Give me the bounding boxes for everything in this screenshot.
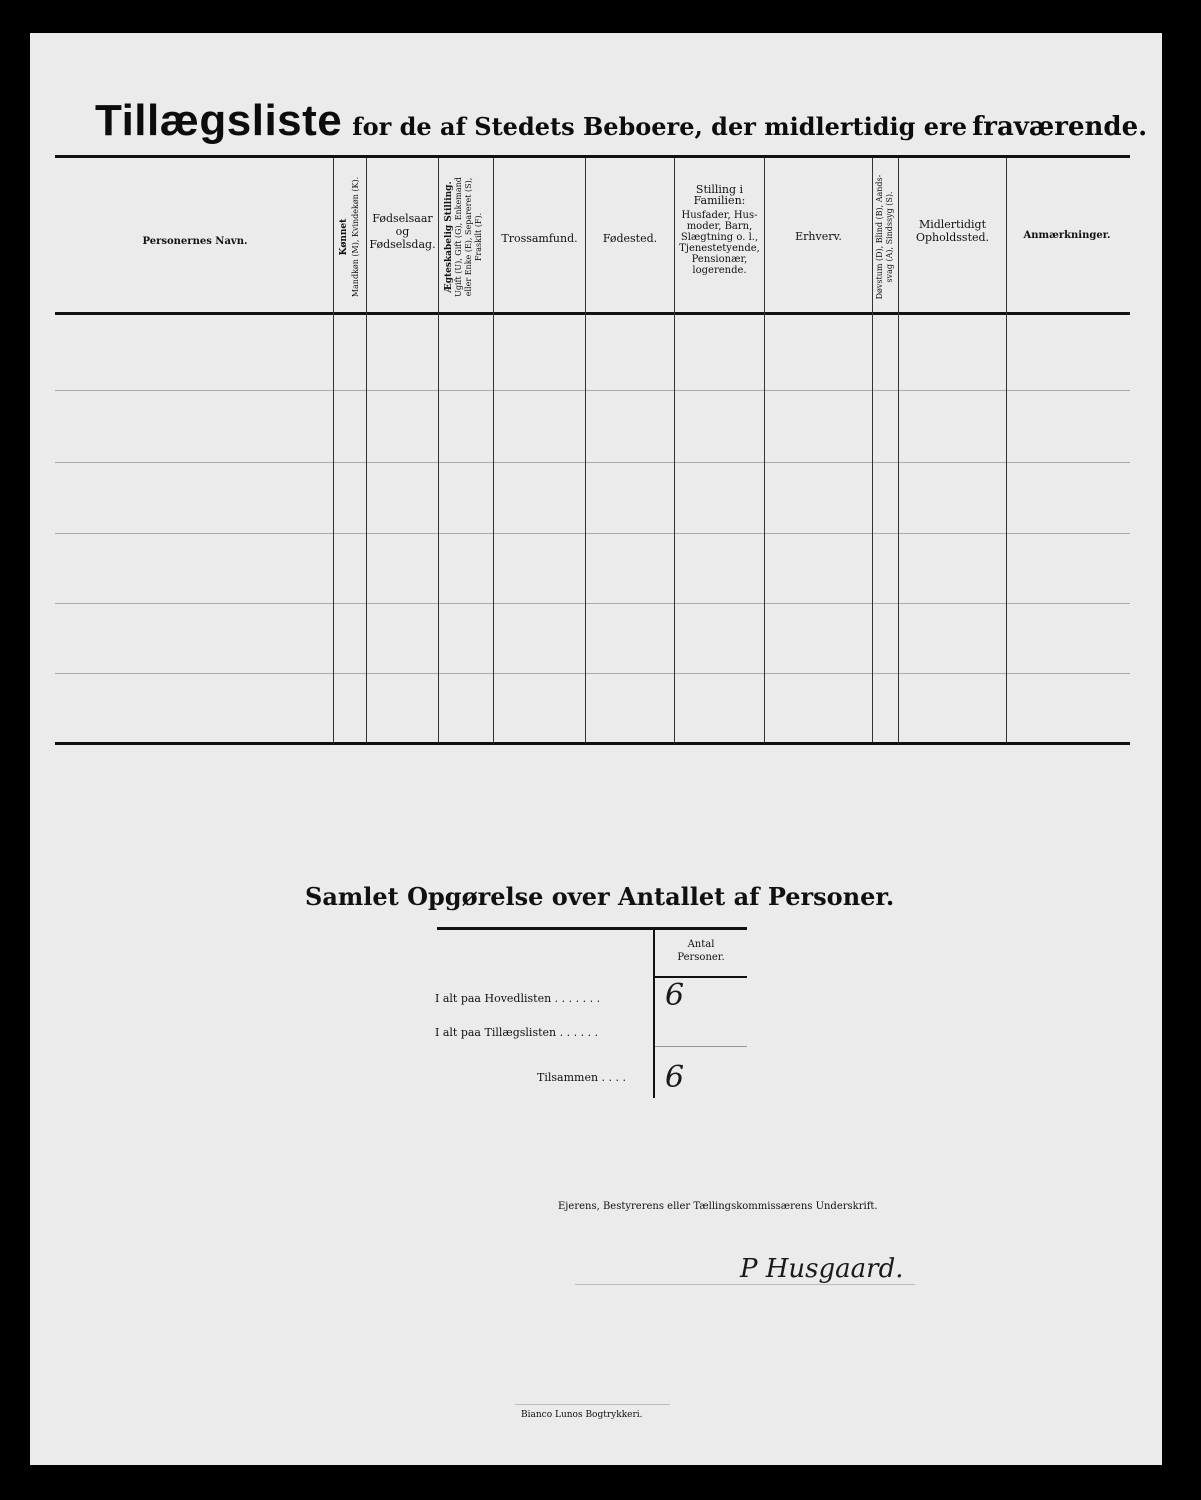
header-name: Personernes Navn. [142, 236, 248, 247]
column-divider [333, 158, 334, 742]
summary-value-main-list: 6 [665, 978, 685, 1013]
summary-total-rule [655, 1046, 747, 1047]
header-marital-l4: Fraskilt (F). [474, 212, 483, 262]
column-divider [872, 158, 873, 742]
summary-value-total: 6 [665, 1060, 685, 1095]
column-divider [764, 158, 765, 742]
header-occupation: Erhverv. [795, 230, 842, 243]
column-divider [585, 158, 586, 742]
header-temp-l2: Opholdssted. [915, 231, 990, 244]
header-disability-l1: Døvstum (D), Blind (B), Aands- [875, 174, 884, 300]
signature-label: Ejerens, Bestyrerens eller Tællingskommissærens Underskrift. [558, 1201, 878, 1212]
printer-credit: Bianco Lunos Bogtrykkeri. [521, 1410, 643, 1420]
table-row-line [55, 533, 1130, 534]
header-marital-l3: eller Enke (E), Separeret (S), [464, 177, 473, 297]
column-divider [493, 158, 494, 742]
header-family-l3: Husfader, Hus- [681, 210, 758, 221]
summary-row-total: Tilsammen . . . . [537, 1071, 627, 1084]
summary-title: Samlet Opgørelse over Antallet af Personer. [305, 882, 895, 911]
header-birth-l2: og [395, 225, 410, 238]
table-row-line [55, 390, 1130, 391]
summary-top-rule [437, 927, 747, 930]
header-birth [367, 212, 438, 251]
printer-rule [515, 1404, 670, 1405]
header-family-l1: Stilling i [695, 183, 744, 196]
header-family-l8: logerende. [692, 265, 747, 276]
header-gender [339, 162, 361, 312]
header-disability-l2: svag (A), Sindssyg (S). [885, 191, 894, 283]
header-family-position [675, 184, 764, 276]
table-row-line [55, 673, 1130, 674]
signature-handwriting: P Husgaard. [740, 1254, 904, 1284]
table-header-rule [55, 312, 1130, 315]
header-birth-l3: Fødselsdag. [369, 238, 436, 251]
header-temp-l1: Midlertidigt [918, 218, 987, 231]
header-marital-l2: Ugift (U), Gift (G), Enkemand [454, 177, 463, 297]
header-marital [444, 162, 484, 312]
header-gender-l2: Mandkøn (M), Kvindekøn (K). [351, 176, 360, 298]
table-row-line [55, 462, 1130, 463]
header-disability [875, 162, 895, 312]
header-religion: Trossamfund. [501, 232, 578, 245]
form-title [95, 96, 1147, 146]
header-family-l5: Slægtning o. l., [680, 232, 759, 243]
header-birth-l1: Fødselsaar [372, 212, 433, 225]
table-top-rule [55, 155, 1130, 158]
header-remarks: Anmærkninger. [1023, 230, 1111, 241]
header-family-l7: Pensionær, [691, 254, 748, 265]
summary-column-header [657, 938, 745, 964]
header-family-l4: moder, Barn, [686, 221, 753, 232]
column-divider [438, 158, 439, 742]
summary-row-supplement-list: I alt paa Tillægslisten . . . . . . [435, 1026, 599, 1039]
title-emphasis: fraværende. [972, 112, 1148, 142]
title-main: Tillægsliste [95, 96, 343, 145]
table-row-line [55, 603, 1130, 604]
signature-line [575, 1284, 915, 1285]
header-birthplace: Fødested. [602, 232, 658, 245]
summary-row-main-list: I alt paa Hovedlisten . . . . . . . [435, 992, 601, 1005]
header-temp-residence [899, 218, 1006, 244]
title-rest: for de af Stedets Beboere, der midlertidig ere [352, 112, 967, 141]
summary-col-l2: Personer. [677, 952, 725, 963]
table-bottom-rule [55, 742, 1130, 745]
summary-divider [653, 930, 655, 1098]
header-family-l2: Familien: [693, 194, 746, 207]
column-divider [898, 158, 899, 742]
summary-col-l1: Antal [687, 939, 715, 950]
column-divider [1006, 158, 1007, 742]
header-gender-l1: Kønnet [339, 218, 349, 256]
header-family-l6: Tjenestetyende, [679, 243, 760, 254]
header-marital-l1: Ægteskabelig Stilling. [444, 181, 454, 293]
